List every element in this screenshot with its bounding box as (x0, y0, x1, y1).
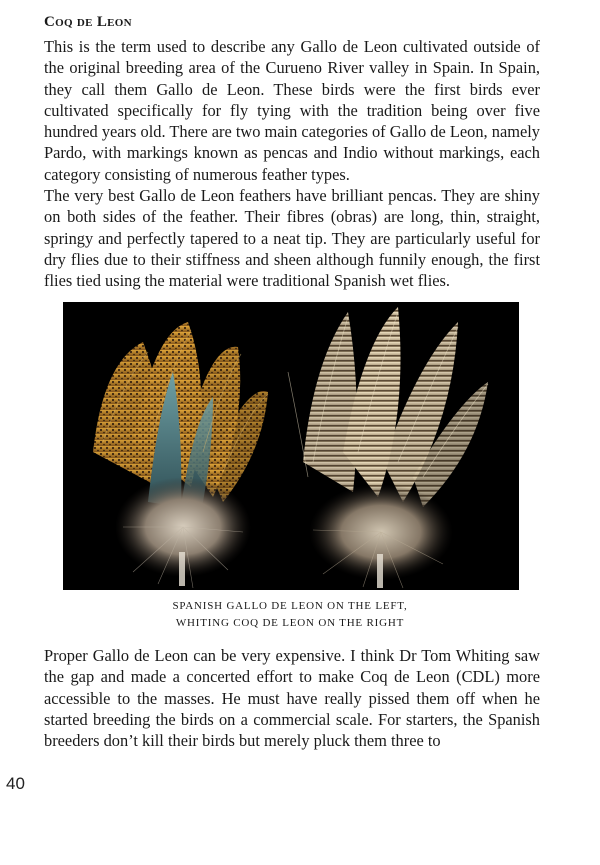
feather-photo (63, 302, 519, 590)
figure-caption-line-1: SPANISH GALLO DE LEON ON THE LEFT, (172, 600, 408, 612)
feather-illustration (63, 302, 519, 590)
paragraph-3: Proper Gallo de Leon can be very expensive. I think Dr Tom Whiting saw the gap and made a concerted effort to make Coq de Leon (CDL) more accessible to the masses. He must have really pissed them off when he started breeding the birds on a commercial scale. For starters, the Spanish breeders don’t kill their birds but merely pluck them three to (44, 646, 540, 751)
page-number: 40 (6, 774, 25, 793)
paragraph-2: The very best Gallo de Leon feathers have brilliant pencas. They are shiny on both sides of the feather. Their fibres (obras) are long, thin, straight, springy and perfectly tapered to a neat tip. They are particularly useful for dry flies due to their stiffness and sheen although funnily enough, the first flies tied using the material were traditional Spanish wet flies. (44, 186, 540, 291)
paragraph-1: This is the term used to describe any Gallo de Leon cultivated outside of the original breeding area of the Curueno River valley in Spain. In Spain, they call them Gallo de Leon. These birds were the first birds ever cultivated specifically for fly tying with the tradition being over five hundred years old. There are two main categories of Gallo de Leon, namely Pardo, with markings known as pencas and Indio without markings, each category consisting of numerous feather types. (44, 37, 540, 184)
figure-caption-line-2: WHITING COQ DE LEON ON THE RIGHT (175, 617, 405, 629)
section-heading: Coq de Leon (44, 14, 132, 30)
